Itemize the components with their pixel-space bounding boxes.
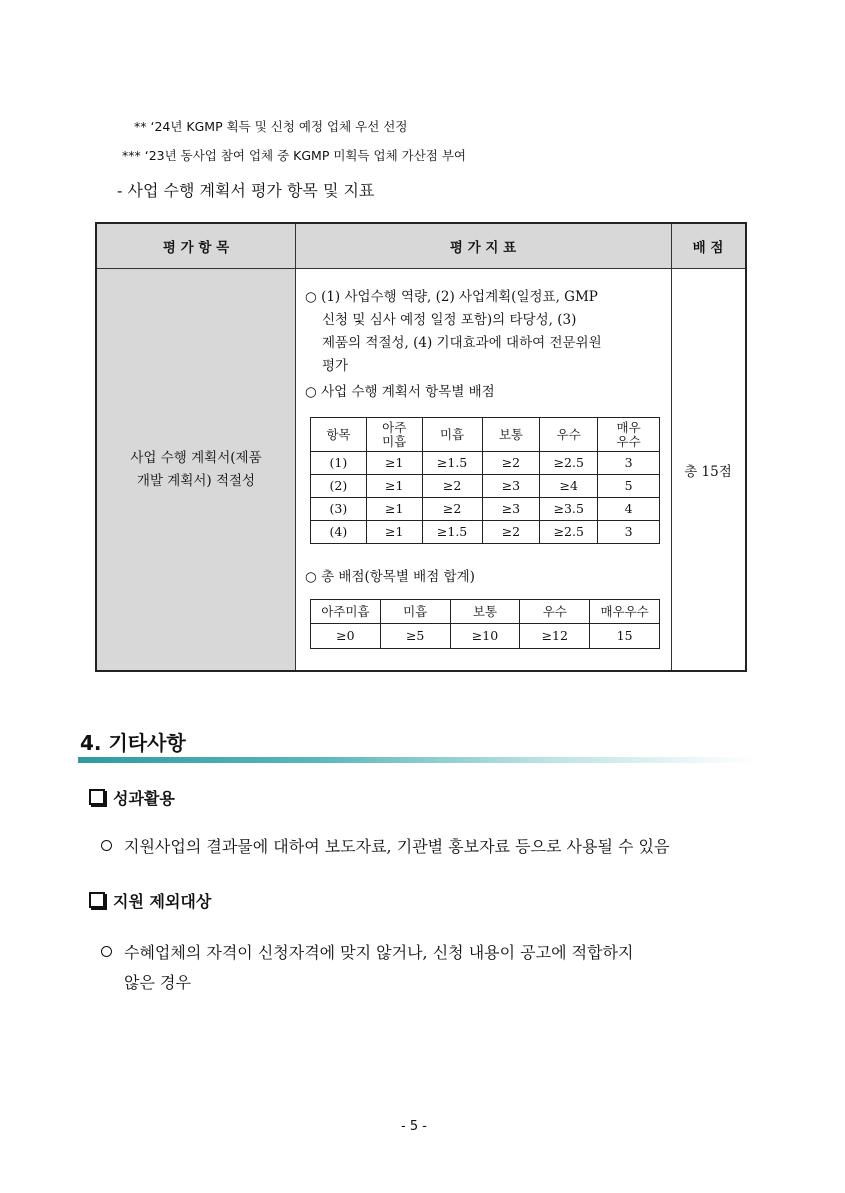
subheading: - 사업 수행 계획서 평가 항목 및 지표 [117,181,375,200]
table-row [311,475,660,498]
col-header: 매우우수 [590,600,660,624]
table-row [311,452,660,475]
col-header: 보통 [450,600,520,624]
body-text: 않은 경우 [124,973,191,992]
col-header: 미흡 [380,600,450,624]
total-score: 총 15점 [684,463,732,480]
col-header: 우수 [540,418,598,452]
header-eval-item: 평 가 항 목 [97,224,295,269]
cell: ≥2.5 [540,452,598,475]
total-score-title: ○ 총 배점(항목별 배점 합계) [305,569,475,585]
indicator-line: 평가 [322,358,349,374]
cell: ≥2 [482,521,540,544]
cell: ≥0 [311,624,381,649]
cell: ≥3.5 [540,498,598,521]
eval-item-line: 사업 수행 계획서(제품 [130,449,262,466]
indicator-line: 제품의 적절성, (4) 기대효과에 대하여 전문위원 [322,335,602,351]
cell: ≥1.5 [422,521,482,544]
cell: ≥12 [520,624,590,649]
subsection-heading: 성과활용 [113,789,175,808]
col-header: 아주미흡 [311,600,381,624]
cell: ≥1 [366,452,422,475]
cell: 15 [590,624,660,649]
table-row [311,498,660,521]
cell: ≥1 [366,498,422,521]
eval-item-cell [97,269,295,670]
item-score-title: ○ 사업 수행 계획서 항목별 배점 [305,384,495,400]
cell: ≥5 [380,624,450,649]
header-eval-indicator: 평 가 지 표 [295,224,671,269]
cell: 3 [598,452,660,475]
col-header: 항목 [311,418,367,452]
section-title: 4. 기타사항 [80,731,186,755]
col-header: 매우 우수 [598,418,660,452]
cell: ≥3 [482,498,540,521]
body-text: 수혜업체의 자격이 신청자격에 맞지 않거나, 신청 내용이 공고에 적합하지 [124,943,634,962]
page-number: - 5 - [401,1119,427,1134]
total-header-row [311,600,660,624]
subsection-heading: 지원 제외대상 [113,892,212,911]
eval-item-line: 개발 계획서) 적절성 [136,472,256,489]
col-header: 아주 미흡 [366,418,422,452]
col-header: 보통 [482,418,540,452]
cell: 4 [598,498,660,521]
note-kgmp-bonus: *** ‘23년 동사업 참여 업체 중 KGMP 미획득 업체 가산점 부여 [122,148,466,163]
item-score-header-row [311,418,660,452]
body-text: 지원사업의 결과물에 대하여 보도자료, 기관별 홍보자료 등으로 사용될 수 있음 [124,837,670,856]
circle-bullet-icon [101,840,112,851]
score-cell [671,269,745,670]
cell: ≥2.5 [540,521,598,544]
indicator-line: 신청 및 심사 예정 일정 포함)의 타당성, (3) [322,312,577,328]
cell: ≥2 [482,452,540,475]
cell: (4) [311,521,367,544]
evaluation-table [95,222,747,672]
total-score-table [310,599,660,649]
note-kgmp-priority: ** ‘24년 KGMP 획득 및 신청 예정 업체 우선 선정 [134,119,408,134]
cell: ≥2 [422,498,482,521]
table-row [311,521,660,544]
header-score: 배 점 [671,224,745,269]
section-title-underline [78,757,756,763]
cell: 5 [598,475,660,498]
cell: ≥3 [482,475,540,498]
cell: (3) [311,498,367,521]
cell: ≥4 [540,475,598,498]
cell: ≥10 [450,624,520,649]
cell: ≥1 [366,475,422,498]
cell: ≥2 [422,475,482,498]
col-header: 미흡 [422,418,482,452]
item-score-table [310,417,660,544]
cell: (1) [311,452,367,475]
cell: 3 [598,521,660,544]
table-row [311,624,660,649]
cell: (2) [311,475,367,498]
col-header: 우수 [520,600,590,624]
cell: ≥1.5 [422,452,482,475]
cell: ≥1 [366,521,422,544]
indicator-line: ○ (1) 사업수행 역량, (2) 사업계획(일정표, GMP [305,289,598,305]
checkbox-square-icon [89,789,105,805]
circle-bullet-icon [101,946,112,957]
checkbox-square-icon [89,892,105,908]
